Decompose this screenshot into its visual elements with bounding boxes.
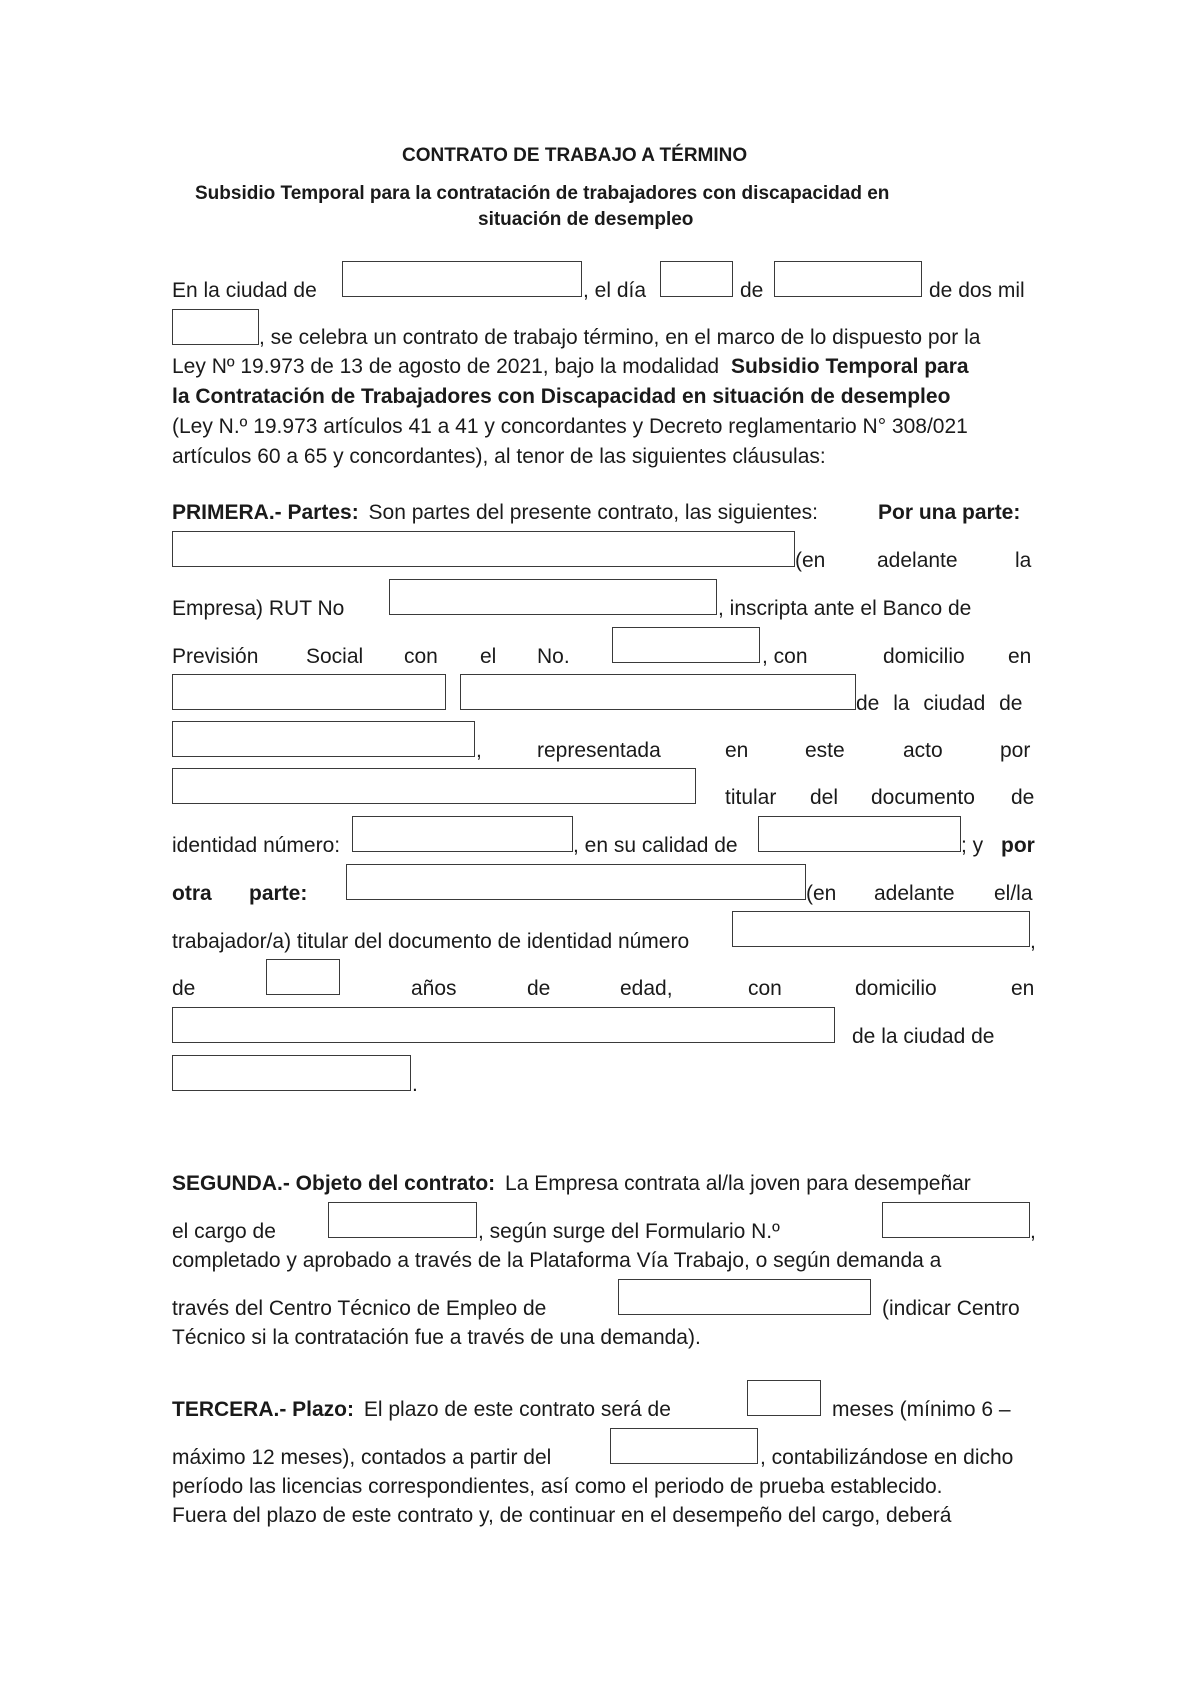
company-name-field[interactable] — [172, 531, 795, 567]
primera-text: , con — [762, 645, 808, 668]
segunda-clause-line — [172, 1171, 971, 1197]
primera-text: . — [412, 1073, 418, 1096]
worker-age-field[interactable] — [266, 959, 340, 995]
primera-bold-text: Por una parte: — [878, 501, 1021, 524]
intro-text: (Ley N.º 19.973 artículos 41 a 41 y concordantes y Decreto reglamentario N° 308/021 — [172, 415, 968, 438]
primera-bold-text: parte: — [249, 882, 308, 905]
primera-text: representada — [537, 739, 661, 762]
intro-bold-span: Subsidio Temporal para — [730, 355, 969, 378]
primera-text: de la ciudad de — [856, 692, 1023, 715]
primera-bold-text: por — [1001, 834, 1035, 857]
company-address-number-field[interactable] — [460, 674, 856, 710]
term-months-field[interactable] — [747, 1380, 821, 1416]
primera-text: de la ciudad de — [852, 1025, 995, 1048]
worker-id-field[interactable] — [732, 911, 1030, 947]
representative-name-field[interactable] — [172, 768, 696, 804]
intro-text: artículos 60 a 65 y concordantes), al tenor de las siguientes cláusulas: — [172, 445, 826, 468]
primera-text: edad, — [620, 977, 673, 1000]
representative-role-field[interactable] — [758, 816, 961, 852]
intro-text-span: Ley Nº 19.973 de 13 de agosto de 2021, bajo la modalidad — [172, 355, 720, 378]
company-city-field[interactable] — [172, 721, 475, 757]
primera-text: de — [527, 977, 551, 1000]
primera-text: adelante — [874, 882, 955, 905]
segunda-text: completado y aprobado a través de la Plataforma Vía Trabajo, o según demanda a — [172, 1249, 942, 1272]
job-title-field[interactable] — [328, 1202, 477, 1238]
tercera-clause-line — [172, 1397, 671, 1423]
worker-name-field[interactable] — [346, 864, 806, 900]
primera-text: trabajador/a) titular del documento de identidad número — [172, 930, 690, 953]
primera-text: en — [1008, 645, 1032, 668]
intro-text: , se celebra un contrato de trabajo término, en el marco de lo dispuesto por la — [259, 326, 981, 349]
tercera-text: El plazo de este contrato será de — [363, 1398, 671, 1421]
primera-text: de — [172, 977, 196, 1000]
start-date-field[interactable] — [610, 1428, 758, 1464]
primera-text: con — [404, 645, 438, 668]
segunda-text: través del Centro Técnico de Empleo de — [172, 1297, 547, 1320]
representative-id-field[interactable] — [352, 816, 573, 852]
intro-text: En la ciudad de — [172, 279, 317, 302]
primera-text: en — [725, 739, 749, 762]
worker-address-field[interactable] — [172, 1007, 835, 1043]
intro-bold-line: la Contratación de Trabajadores con Discapacidad en situación de desempleo — [172, 385, 951, 408]
primera-clause-line — [172, 500, 818, 526]
month-field[interactable] — [774, 261, 922, 297]
primera-text: (en — [806, 882, 837, 905]
primera-text: en — [1011, 977, 1035, 1000]
primera-bold-text: otra — [172, 882, 212, 905]
document-title: CONTRATO DE TRABAJO A TÉRMINO — [402, 145, 748, 166]
primera-text: Social — [306, 645, 364, 668]
primera-text: documento — [871, 786, 975, 809]
primera-text: domicilio — [855, 977, 937, 1000]
primera-text: ; y — [961, 834, 984, 857]
segunda-text: (indicar Centro — [882, 1297, 1020, 1320]
primera-text: Son partes del presente contrato, las siguientes: — [368, 501, 818, 524]
primera-text: domicilio — [883, 645, 965, 668]
bps-number-field[interactable] — [612, 627, 760, 663]
primera-text: de — [1011, 786, 1035, 809]
primera-text: , — [1030, 930, 1036, 953]
primera-text: Empresa) RUT No — [172, 597, 345, 620]
year-field[interactable] — [172, 309, 259, 345]
worker-city-field[interactable] — [172, 1055, 411, 1091]
primera-text: , inscripta ante el Banco de — [718, 597, 972, 620]
segunda-heading: SEGUNDA.- Objeto del contrato: — [172, 1172, 496, 1195]
day-field[interactable] — [660, 261, 733, 297]
tercera-text: Fuera del plazo de este contrato y, de continuar en el desempeño del cargo, deberá — [172, 1504, 952, 1527]
primera-text: identidad número: — [172, 834, 341, 857]
primera-text: por — [1000, 739, 1031, 762]
primera-text: Previsión — [172, 645, 259, 668]
primera-text: el/la — [994, 882, 1033, 905]
primera-heading: PRIMERA.- Partes: — [172, 501, 359, 524]
rut-field[interactable] — [389, 579, 717, 615]
primera-text: , en su calidad de — [573, 834, 738, 857]
segunda-text: el cargo de — [172, 1220, 276, 1243]
primera-text: adelante — [877, 549, 958, 572]
segunda-text: , según surge del Formulario N.º — [478, 1220, 780, 1243]
primera-text: , — [476, 739, 482, 762]
company-address-street-field[interactable] — [172, 674, 446, 710]
primera-text: la — [1015, 549, 1032, 572]
employment-center-field[interactable] — [618, 1279, 871, 1315]
primera-text: el — [480, 645, 497, 668]
primera-text: (en — [795, 549, 826, 572]
primera-text: titular — [725, 786, 777, 809]
tercera-text: período las licencias correspondientes, así como el periodo de prueba establecido. — [172, 1475, 943, 1498]
primera-text: No. — [537, 645, 570, 668]
intro-text — [172, 354, 969, 380]
segunda-text: Técnico si la contratación fue a través de una demanda). — [172, 1326, 701, 1349]
primera-text: del — [810, 786, 839, 809]
tercera-text: meses (mínimo 6 – — [832, 1398, 1011, 1421]
form-number-field[interactable] — [882, 1202, 1030, 1238]
tercera-heading: TERCERA.- Plazo: — [172, 1398, 355, 1421]
primera-text: acto — [903, 739, 943, 762]
segunda-text: La Empresa contrata al/la joven para desempeñar — [505, 1172, 971, 1195]
intro-text: de dos mil — [929, 279, 1025, 302]
city-field[interactable] — [342, 261, 582, 297]
primera-text: este — [805, 739, 845, 762]
document-subtitle-line1: Subsidio Temporal para la contratación de trabajadores con discapacidad en — [195, 183, 890, 204]
intro-text: , el día — [583, 279, 647, 302]
tercera-text: máximo 12 meses), contados a partir del — [172, 1446, 552, 1469]
primera-text: años — [411, 977, 457, 1000]
primera-text: con — [748, 977, 782, 1000]
document-subtitle-line2: situación de desempleo — [478, 209, 694, 230]
tercera-text: , contabilizándose en dicho — [760, 1446, 1014, 1469]
segunda-text: , — [1030, 1220, 1036, 1243]
intro-text: de — [740, 279, 764, 302]
